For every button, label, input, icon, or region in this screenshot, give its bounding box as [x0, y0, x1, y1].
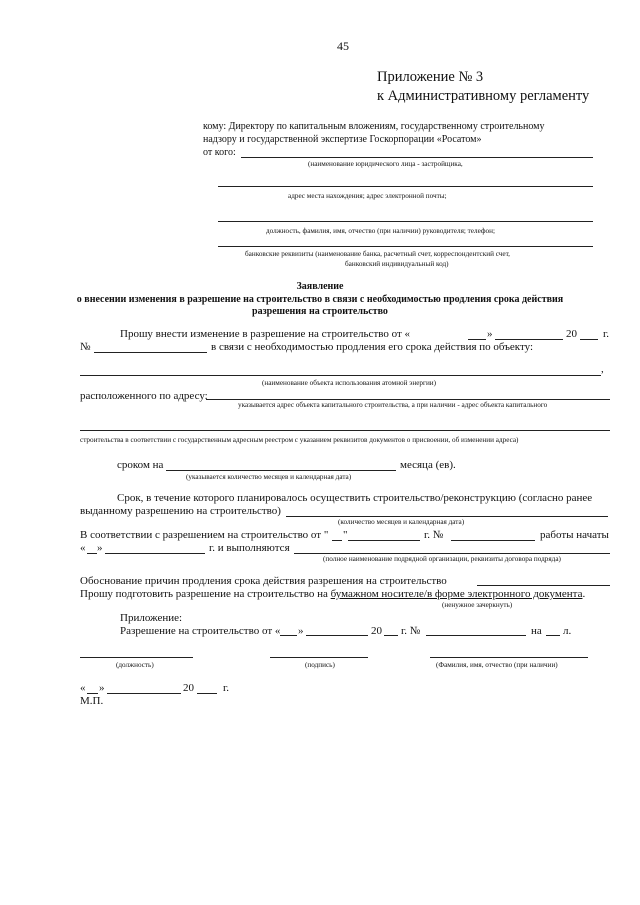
seal-label: М.П. — [80, 695, 104, 707]
accordance-day-field[interactable] — [332, 540, 342, 541]
from-label: от кого: — [203, 147, 236, 158]
date-quote-open: « — [80, 682, 86, 694]
manager-field[interactable] — [218, 221, 593, 222]
prepare-text: Прошу подготовить разрешение на строительство на — [80, 588, 331, 600]
statement-subject-2: разрешения на строительство — [252, 306, 388, 317]
hint-strike: (ненужное зачеркнуть) — [442, 601, 513, 609]
hint-contractor: (полное наименование подрядной организации, реквизиты договора подряда) — [323, 555, 561, 563]
term-label: сроком на — [117, 459, 164, 471]
request-text: Прошу внести изменение в разрешение на строительство от « — [120, 328, 411, 340]
object-address-field-2[interactable] — [80, 430, 610, 431]
hint-address: адрес места нахождения; адрес электронной почты; — [288, 192, 447, 200]
hint-position: (должность) — [116, 661, 154, 669]
attachment-label: Приложение: — [120, 612, 183, 624]
justification-text: Обоснование причин продления срока действия разрешения на строительство — [80, 575, 447, 587]
hint-term: (указывается количество месяцев и календарная дата) — [186, 473, 352, 481]
date-year-prefix: 20 — [183, 682, 194, 694]
hint-object-address-1: указывается адрес объекта капитального строительства, а при наличии - адрес объекта капитального — [238, 401, 548, 409]
attachment-text: Разрешение на строительство от « — [120, 625, 281, 637]
contractor-field[interactable] — [294, 553, 610, 554]
attachment-number-label: г. № — [401, 625, 421, 637]
accordance-quote: " — [343, 529, 348, 541]
statement-subject-1: о внесении изменения в разрешение на строительство в связи с необходимостью продления срока действия — [76, 294, 564, 305]
period-field[interactable] — [286, 516, 608, 517]
date-quote-close: » — [99, 682, 105, 694]
request-continuation: в связи с необходимостью продления его срока действия по объекту: — [211, 341, 534, 353]
year-suffix: г. — [603, 328, 610, 340]
period-text-1: Срок, в течение которого планировалось осуществить строительство/реконструкцию (согласно ранее — [117, 492, 593, 504]
page-number: 45 — [337, 39, 349, 53]
attachment-pages-label: на — [531, 625, 542, 637]
period-text-2: выданному разрешению на строительство) — [80, 505, 281, 517]
attachment-pages-field[interactable] — [546, 635, 560, 636]
accordance-text: В соответствии с разрешением на строительство от " — [80, 529, 329, 541]
accordance-month-field[interactable] — [348, 540, 420, 541]
signature-field[interactable] — [270, 657, 368, 658]
attachment-quote: » — [298, 625, 304, 637]
address-field[interactable] — [218, 186, 593, 187]
year-prefix: 20 — [566, 328, 577, 340]
position-field[interactable] — [80, 657, 193, 658]
permit-day-field[interactable] — [468, 339, 486, 340]
number-label: № — [80, 341, 91, 353]
bank-field[interactable] — [218, 246, 593, 247]
full-name-field[interactable] — [430, 657, 588, 658]
started-quote-open: « — [80, 542, 86, 554]
accordance-number-field[interactable] — [451, 540, 535, 541]
hint-signature: (подпись) — [305, 661, 335, 669]
hint-legal-entity: (наименование юридического лица - застройщика, — [308, 160, 463, 168]
permit-number-field[interactable] — [94, 352, 207, 353]
started-month-field[interactable] — [105, 553, 205, 554]
hint-object-address-2: строительства в соответствии с государственным адресным реестром с указанием реквизитов документов о присвоении, об изменении адреса) — [80, 436, 519, 444]
format-option[interactable]: бумажном носителе/в форме электронного документа — [330, 588, 583, 600]
hint-manager: должность, фамилия, имя, отчество (при наличии) руководителя; телефон; — [266, 227, 495, 235]
justification-field[interactable] — [477, 585, 610, 586]
attachment-year-field[interactable] — [384, 635, 398, 636]
permit-month-field[interactable] — [495, 339, 563, 340]
attachment-pages-unit: л. — [563, 625, 572, 637]
quote-close: » — [487, 328, 493, 340]
hint-bank-1: банковские реквизиты (наименование банка, расчетный счет, корреспондентский счет, — [245, 250, 510, 258]
date-year-field[interactable] — [197, 693, 217, 694]
started-quote-close: » — [97, 542, 103, 554]
date-day-field[interactable] — [87, 693, 98, 694]
object-address-field[interactable] — [206, 399, 610, 400]
addressee-line-2: надзору и государственной экспертизе Госкорпорации «Росатом» — [203, 134, 482, 145]
hint-bank-2: банковский индивидуальный код) — [345, 260, 449, 268]
appendix-subtitle: к Административному регламенту — [377, 88, 590, 104]
date-month-field[interactable] — [107, 693, 181, 694]
works-started: работы начаты — [540, 529, 609, 541]
located-label: расположенного по адресу: — [80, 390, 208, 402]
attachment-day-field[interactable] — [280, 635, 297, 636]
attachment-year-prefix: 20 — [371, 625, 382, 637]
accordance-number-label: г. № — [424, 529, 444, 541]
appendix-title: Приложение № 3 — [377, 69, 484, 85]
term-unit: месяца (ев). — [400, 459, 456, 471]
attachment-number-field[interactable] — [426, 635, 526, 636]
addressee-line-1: кому: Директору по капитальным вложениям, государственному строительному — [203, 121, 545, 132]
started-text: г. и выполняются — [209, 542, 290, 554]
hint-full-name: (Фамилия, имя, отчество (при наличии) — [436, 661, 558, 669]
permit-year-field[interactable] — [580, 339, 598, 340]
hint-object: (наименование объекта использования атомной энергии) — [262, 379, 437, 387]
object-comma: , — [601, 363, 604, 375]
started-day-field[interactable] — [87, 553, 97, 554]
statement-title: Заявление — [296, 281, 344, 292]
date-year-suffix: г. — [223, 682, 230, 694]
object-name-field[interactable] — [80, 375, 601, 376]
attachment-month-field[interactable] — [306, 635, 368, 636]
prepare-period: . — [582, 588, 586, 600]
term-field[interactable] — [166, 470, 396, 471]
hint-period: (количество месяцев и календарная дата) — [338, 518, 465, 526]
from-field[interactable] — [241, 157, 593, 158]
